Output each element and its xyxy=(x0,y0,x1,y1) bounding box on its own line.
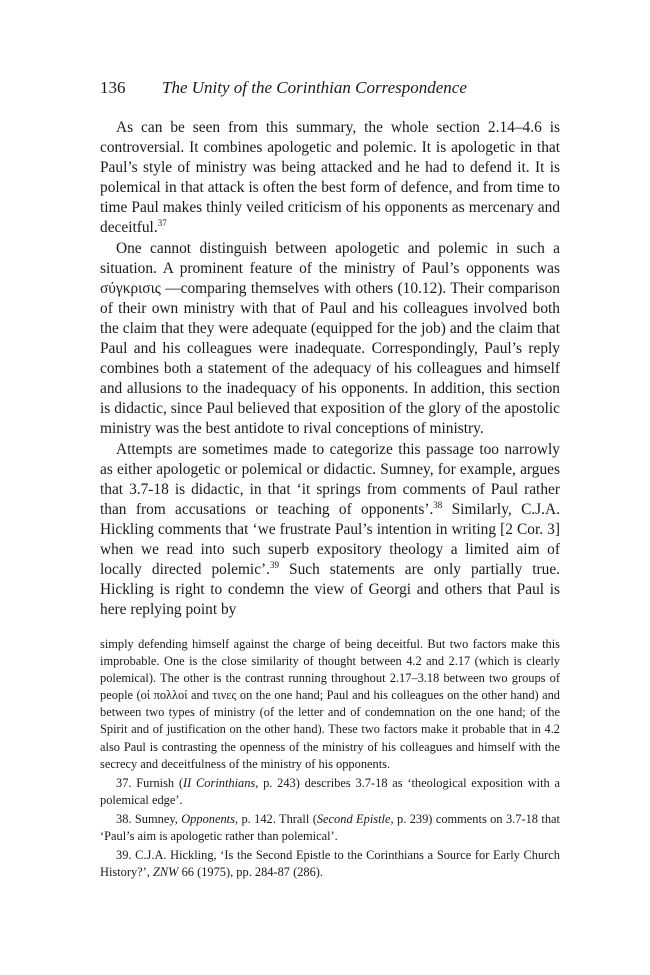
greek-term: τινες xyxy=(212,688,237,703)
running-title: The Unity of the Corinthian Correspondence xyxy=(162,78,467,97)
footnote-ref-38[interactable]: 38 xyxy=(433,499,443,510)
paragraph-3 xyxy=(100,440,560,621)
greek-term: σύγκρισις xyxy=(100,279,161,297)
footnote-cont-text-a: simply defending himself against the charge of being deceitful. But two factors make this improbable. One is the close similarity of thought between 4.2 and 2.17 (which is clearly polemical). The other is the contrast running throughout 2.17–3.18 between two groups of people ( xyxy=(100,637,560,703)
footnote-37-text-a: 37. Furnish ( xyxy=(116,775,184,790)
paragraph-1-text: As can be seen from this summary, the whole section 2.14–4.6 is controversial. It combines apologetic and polemic. It is apologetic in that Paul’s style of ministry was being attacked and he had to defend it. It is polemical in that attack is often the best form of defence, and from time to time Paul makes thinly veiled criticism of his opponents as mercenary and deceitful. xyxy=(100,119,560,237)
footnote-ref-39[interactable]: 39 xyxy=(270,559,280,570)
citation-title: ZNW xyxy=(153,865,179,880)
footnote-38-text-a: 38. Sumney, xyxy=(116,811,182,826)
footnote-39-text-a: 39. C.J.A. Hickling, ‘Is the Second Epistle to the Corinthians a Source for Early Church History?’, xyxy=(100,848,560,880)
citation-title: Second Epistle xyxy=(316,811,391,826)
main-text xyxy=(100,118,560,620)
citation-title: II Corinthians xyxy=(183,775,256,790)
footnotes xyxy=(100,636,560,881)
paragraph-3-text-a: Attempts are sometimes made to categorize this passage too narrowly as either apologetic or polemical or didactic. Sumney, for example, argues that 3.7-18 is didactic, in that ‘it springs from comments of Paul rather than from accusations or teaching of opponents’. xyxy=(100,440,560,518)
paragraph-2 xyxy=(100,239,560,440)
footnote-38-text-b: , p. 142. Thrall ( xyxy=(234,811,317,826)
footnote-cont-text-c: on the one hand; Paul and his colleagues on the other hand) and between two types of ministry (of the letter and of condemnation on the one hand; of the Spirit and of justification on the other hand). These two factors make it probable that in 4.2 also Paul is contrasting the openness of the ministry of his colleagues and himself with the secrecy and deceitfulness of the ministry of his opponents. xyxy=(100,688,560,771)
footnote-39 xyxy=(100,847,560,881)
footnote-37 xyxy=(100,775,560,809)
greek-term: οἱ πολλοί xyxy=(140,688,188,703)
paragraph-3-text-c: Such statements are only partially true. Hickling is right to condemn the view of Georgi and others that Paul is here replying point by xyxy=(100,561,561,619)
footnote-37-text-b: , p. 243) describes 3.7-18 as ‘theological exposition with a polemical edge’. xyxy=(100,775,560,807)
footnote-38 xyxy=(100,811,560,845)
page-number: 136 xyxy=(100,78,126,97)
citation-title: Opponents xyxy=(181,811,235,826)
paragraph-2-text-b: —comparing themselves with others (10.12). Their comparison of their own ministry with that of Paul and his colleagues involved both the claim that they were adequate (equipped for the job) and the claim that Paul and his colleagues were inadequate. Correspondingly, Paul’s reply combines both a statement of the adequacy of his colleagues and himself and allusions to the inadequacy of his opponents. In addition, this section is didactic, since Paul believed that exposition of the glory of the apostolic ministry was the best antidote to rival conceptions of ministry. xyxy=(100,279,560,438)
footnote-continuation xyxy=(100,636,560,773)
paragraph-1 xyxy=(100,118,560,239)
paragraph-3-text-b: Similarly, C.J.A. Hickling comments that ‘we frustrate Paul’s intention in writing [2 Cor. 3] when we read into such superb expository theology a limited aim of locally directed polemic’. xyxy=(100,500,560,579)
paragraph-2-text-a: One cannot distinguish between apologetic and polemic in such a situation. A prominent feature of the ministry of Paul’s opponents was xyxy=(100,239,560,277)
footnote-cont-text-b: and xyxy=(187,688,213,703)
footnote-ref-37[interactable]: 37 xyxy=(157,218,167,229)
running-header xyxy=(100,77,560,99)
footnote-38-text-c: , p. 239) comments on 3.7-18 that ‘Paul’s aim is apologetic rather than polemical’. xyxy=(100,811,560,844)
footnote-39-text-b: 66 (1975), pp. 284-87 (286). xyxy=(178,865,324,880)
